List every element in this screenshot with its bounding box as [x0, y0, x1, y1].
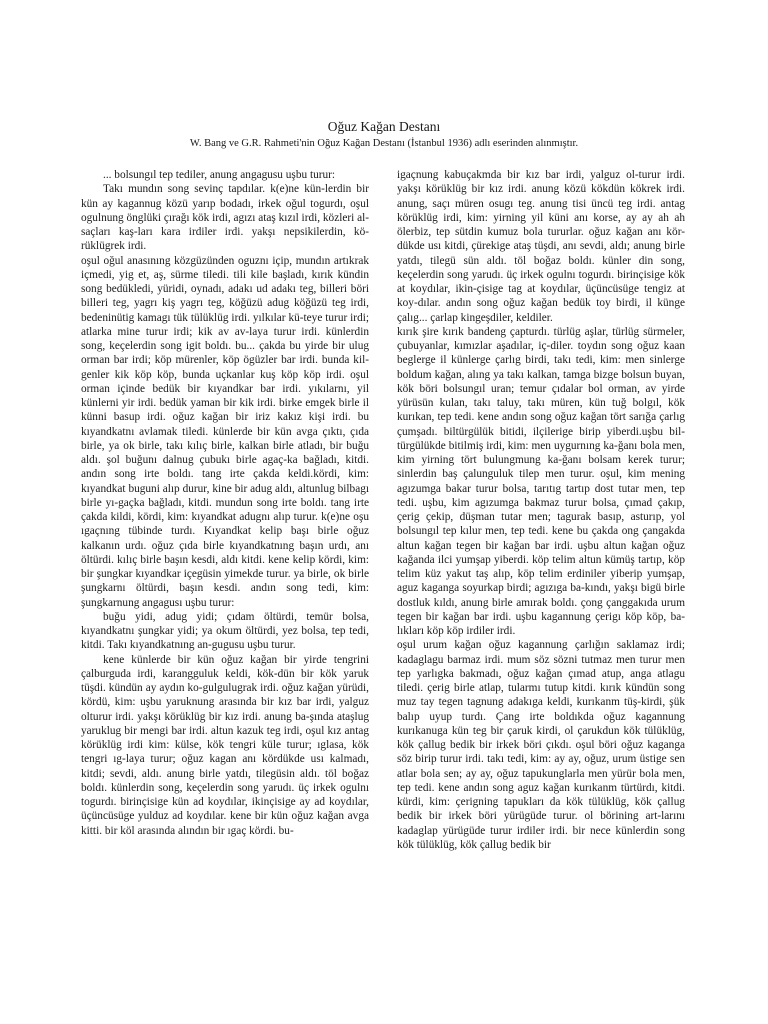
paragraph: kene künlerde bir kün oğuz kağan bir yirde tengrini çalburguda irdi, karangguluk keldi, kök-dün bir kök yaruk tüşdi. kündün ay aydın ko-gulgulugrak irdi. oğuz kağan yürüdi, kördü, kim: uşbu yaruknung arasında bir kız bar irdi, yalguz olturur irdi. yakşı körüklüg bir kız irdi. anung ba-şında ataşlug yaruklug bir mengi bar irdi. altun kazuk teg irdi, oşul kız antag körüklüg irdi kim: külse, kök tengri küle turur; ıglasa, kök tengri ıg-laya turur; oğuz kagan anı kördükde usı kalmadı, kitdi; sevdi, aldı. anung birle yatdı, tilegüsin aldı. töl boğaz boldı. künlerdin song, keçelerdin song yarudı. üç irkek ogulnı togurdı. birinçisige kün ad koydılar, ikinçisige ay ad koydılar, üçüncüsüge yulduz ad koydılar. kene bir kün oğuz kağan avga kitti. bir köl arasında alındın bir ıgaç kördi. bu-: [81, 653, 369, 837]
left-column: [81, 168, 369, 838]
paragraph: Takı mundın song sevinç tapdılar. k(e)ne kün-lerdin bir kün ay kagannug közü yarıp bodadı, irkek oğul togurdı, oşul ogulnung önglüki çırağı kök irdi, agızı ataş kızıl irdi, közleri al- saçları kaş-ları kara irdiler irdi. yakşı nepsikilerdin, kö-rüklügrek irdi.: [81, 183, 369, 253]
paragraph: ... bolsungıl tep tediler, anung angagusu uşbu turur:: [103, 169, 336, 181]
page-title: Oğuz Kağan Destanı: [327, 119, 441, 134]
right-column: [397, 168, 685, 852]
paragraph: igaçnung kabuçakmda bir kız bar irdi, yalguz ol-turur irdi. yakşı körüklüg bir kız irdi. anung közü kökdün kökrek irdi. anung, saçı müren osugı teg. anung tisi üncü teg irdi. antag körüklüg irdi, kim: yirning yil küni anı korse, ay ay ah ah ölerbiz, tep sütdin kumuz bola tururlar. oğuz kağan anı kör-dükde usı kitdi, çürekige ataş tüşdi, anı sevdi, aldı; anung birle yatdı, tilegü sün aldı. töl boğaz boldı. künler din song, keçelerdin song yarudı. üç irkek ogulnı togurdı. birinçisige kök at koydılar, ikin-çisige tag at koydılar, üçüncüsüge tengiz at koy-dılar. andın song oğuz kağan bedük toy birdi, il künge çalıg... çarlap kingeşdiler, keldiler.: [397, 169, 685, 324]
paragraph: buğu yidi, adug yidi; çıdam öltürdi, temür bolsa, kıyandkatnı şungkar yidi; ya okum öltürdi, yez bolsa, tep tedi, kitdi. Takı kıyandkatnıng an-gugusu uşbu turur.: [81, 610, 369, 652]
paragraph: kırık şire kırık bandeng çapturdı. türlüg aşlar, türlüg sürmeler, çubuyanlar, kımızlar aşadılar, iç-diler. toydın song oğuz kaan beglerge il künlerge çarlıg birdi, takı tedi, kim: men sinlerge boldum kağan, alıng ya takı kalkan, tamga bizge bolsun buyan, kök böri bolsungıl uran; temur çıdalar bol orman, av yirde yürüsün kulan, takı taluy, takı müren, kün tuğ bolgıl, kök kurıkan, tep tedi. kene andın song oğuz kağan tört sarığa çarlıg çumşadı. biltürgülük bitidi, ilçilerige birip yiberdi.uşbu bil-türgülükde bitilmiş irdi, kim: men uygurnıng ka-ğanı bola men, kim yirning tört bulungmung ka-ğanı bolsam kerek turur; sinlerdin baş çalunguluk tilep men turur. oşul, kim mening agızumga bakar turur bolsa, tarıtıg tartıp dost tutar men, tep tedi. uşbu, kim agızumga bakmaz turur bolsa, çımad çakıp, çerig çekip, düşman tutar men; tagurak basıp, asturıp, yol bolsungıl tep kılur men, tep tedi. kene bu çakda ong çangakda altun kağan tegen bir kağan bar irdi. uşbu altun kağan oğuz kağanda ilci yumşap yiberdi. köp telim altun kümüş tartıp, köp telim küz yakut taş alıp, köp telim erdiniler yiberip yumşap, aguz kaganga soyurkap birdi; agızıga ba-kındı, yakşı bigü birle dostluk kıldı, anung birle amırak boldı. çong çanggakıda urum tegen bir kağan bar irdi. uşbu kagannung çerigı köp köp, ba-lıkları köp köp irdiler irdi.: [397, 325, 685, 637]
page-subtitle: W. Bang ve G.R. Rahmeti'nin Oğuz Kağan Destanı (İstanbul 1936) adlı eserinden alınmıştır.: [189, 138, 579, 149]
paragraph: oşul oğul anasınıng közgüzünden oguznı içip, mundın artıkrak içmedi, yig et, aş, sürme tiledi. tili kile başladı, kırık kündin song bedükledi, yüridi, oynadı, adakı ud adakı teg, billeri böri billeri teg, yagrı kiş yagrı teg, köğüzü adug köğüzü teg irdi, bedeninütig kamagı tük tülüklüg irdi. yılkılar kü-teye turur irdi; atlarka mine turur irdi; kik av av-laya turur irdi. künlerdin song, keçelerdin song igit boldı. bu... çakda bu yirde bir ulug orman bar irdi; köp mürenler, köp ögüzler bar irdi. bunda kil-genler kik köp köp, bunda uçkanlar kuş köp köp irdi. oşul orman içinde bedük bir kıyandkar bar irdi. yıkılarnı, yil künlerni yir irdi. bedük yaman bir kik irdi. birke emgek birle il künni basup irdi. oğuz kağan bir iriz kakız kişi irdi. bu kıyandkatnı avlamak tiledi. künlerde bir kün avga çıktı, çıda birle, ya ok birle, takı kılıç birle, kalkan birle atladı, bir buğu aldı. şol buğunı dalnug çubukı birle agaç-ka bağladı, kitdi. andın song irte boldı. tang irte çakda keldi.kördi, kim: kıyandkat buguni alıp durur, kine bir adug aldı, altunlug bilbagı birle yı-gaçka bağladı, kitdi. mundun song irte boldı. tang irte çakda kildi, kördi, kim: kıyandkat adugnı alıp turur. k(e)ne oşu ıgaçnıng tübinde turdı. Kıyandkat kelip başı birle oğuz kalkanın urdı. oğuz çıda birle kıyandkatnıng başın urdı, anı öltürdi. kılıç birle başın kesdi, aldı kitdi. kene kelip kördi, kim: bir şungkar kıyandkar içegüsin yimekde turur. ya birle, ok birle şungkarnı öltürdi, başın kesdi. andın song tedi, kim: şungkarnung angagusı uşbu turur:: [81, 254, 369, 609]
paragraph: oşul urum kağan oğuz kagannung çarlığın saklamaz irdi; kadaglagu barmaz irdi. mum söz sözni tutmaz men turur men tep yarlıgka bakmadı, oğuz kağan çımad atup, anga atlagu tiledi. çerig birle atlap, tularmı tutup kitdi. kırık kündün song muz tay tegen tagnung adakıga keldi, kurıkanm tüş-kirdi, şük balıp uyup turdı. Çang irte boldıkda oğuz kagannung kurıkanuga kün teg bir çaruk kirdi, ol çarukdun kök tülüklüg, kök çallug bedik bir irkek böri çıkdı. oşul böri oğuz kaganga söz birip turur irdi. takı tedi, kim: ay ay, oğuz, urum üstige sen atlar bola sen; ay ay, oğuz tapukunglarla men yürür bola men, tep tedi. kene andın song aguz kağan kurıkanm türtürdı, kitdi. kürdi, kim: çerigning tapukları da kök tülüklüg, kök çallug bedik bir irkek böri yürügüde turur. ol börining art-larını kadaglap yürügüde turur irdiler irdi. bir nece künlerdin song kök tülüklüg, kök çallug bedik bir: [397, 639, 685, 851]
